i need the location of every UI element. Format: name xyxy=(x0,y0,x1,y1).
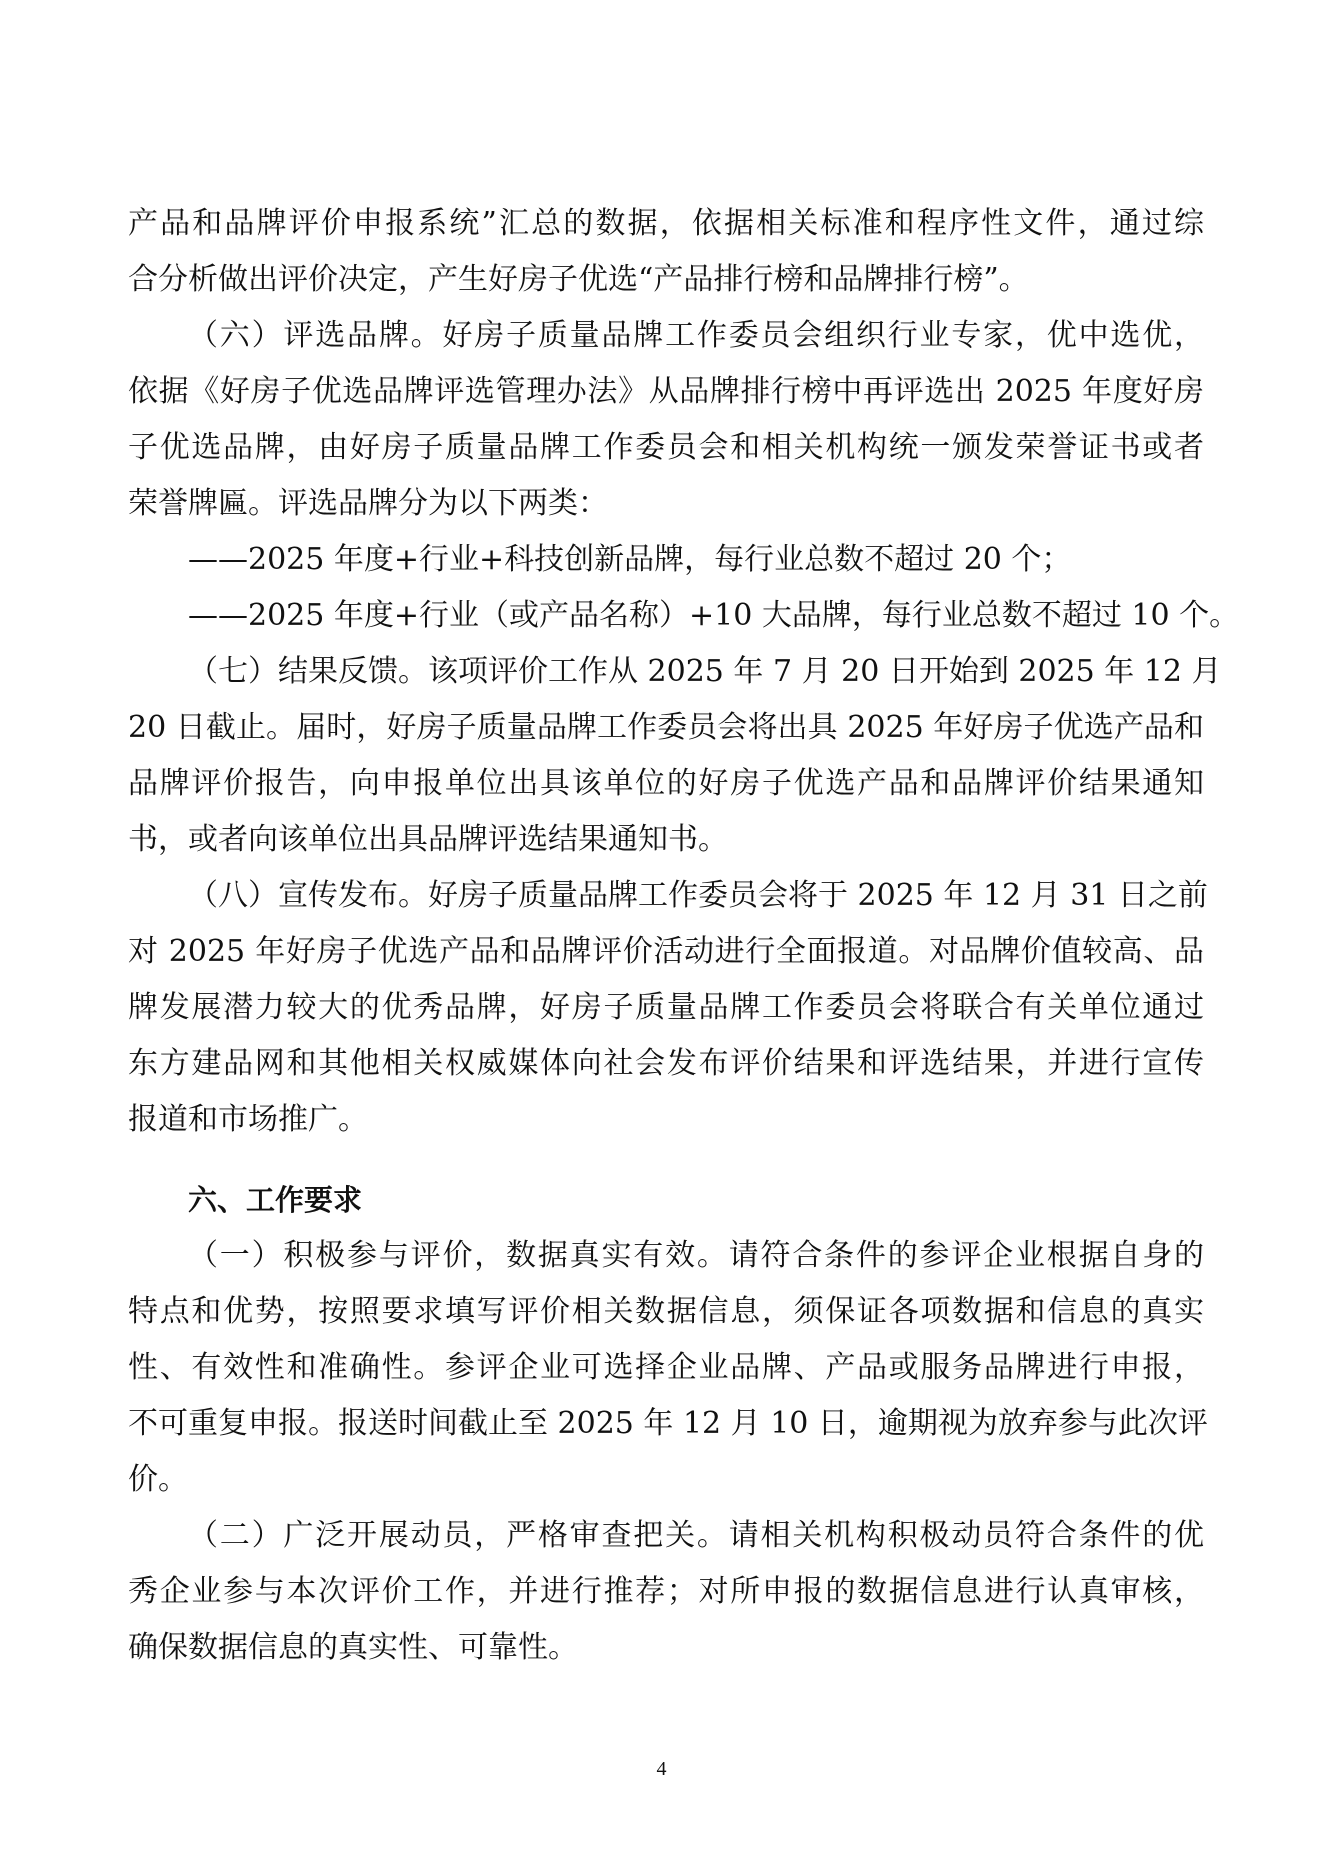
paragraph-line: 依据《好房子优选品牌评选管理办法》从品牌排行榜中再评选出 2025 年度好房 xyxy=(128,374,1204,409)
paragraph-line: （一）积极参与评价，数据真实有效。请符合条件的参评企业根据自身的 xyxy=(188,1238,1204,1273)
paragraph-line: 产品和品牌评价申报系统”汇总的数据，依据相关标准和程序性文件，通过综 xyxy=(128,206,1204,241)
paragraph-line: 荣誉牌匾。评选品牌分为以下两类： xyxy=(128,486,608,521)
paragraph-line: 价。 xyxy=(128,1462,188,1497)
paragraph-line: 特点和优势，按照要求填写评价相关数据信息，须保证各项数据和信息的真实 xyxy=(128,1294,1204,1329)
paragraph-line: 性、有效性和准确性。参评企业可选择企业品牌、产品或服务品牌进行申报， xyxy=(128,1350,1204,1385)
paragraph-line: 牌发展潜力较大的优秀品牌，好房子质量品牌工作委员会将联合有关单位通过 xyxy=(128,990,1204,1025)
paragraph-line: 合分析做出评价决定，产生好房子优选“产品排行榜和品牌排行榜”。 xyxy=(128,262,1029,297)
paragraph-line: 报道和市场推广。 xyxy=(128,1102,368,1137)
paragraph-line: 20 日截止。届时，好房子质量品牌工作委员会将出具 2025 年好房子优选产品和 xyxy=(128,710,1204,745)
paragraph-line: 书，或者向该单位出具品牌评选结果通知书。 xyxy=(128,822,728,857)
paragraph-line: 秀企业参与本次评价工作，并进行推荐；对所申报的数据信息进行认真审核， xyxy=(128,1574,1204,1609)
paragraph-line: 确保数据信息的真实性、可靠性。 xyxy=(128,1630,578,1665)
paragraph-line: 对 2025 年好房子优选产品和品牌评价活动进行全面报道。对品牌价值较高、品 xyxy=(128,934,1204,969)
paragraph-line: （七）结果反馈。该项评价工作从 2025 年 7 月 20 日开始到 2025 年 12 月 xyxy=(188,654,1222,689)
paragraph-line: 子优选品牌，由好房子质量品牌工作委员会和相关机构统一颁发荣誉证书或者 xyxy=(128,430,1204,465)
paragraph-line: 不可重复申报。报送时间截止至 2025 年 12 月 10 日，逾期视为放弃参与此次评 xyxy=(128,1406,1208,1441)
list-item: ——2025 年度+行业（或产品名称）+10 大品牌，每行业总数不超过 10 个。 xyxy=(188,598,1240,633)
section-heading: 六、工作要求 xyxy=(188,1183,363,1217)
page-number: 4 xyxy=(656,1758,667,1780)
section-gap xyxy=(128,1148,1204,1172)
paragraph-line: （二）广泛开展动员，严格审查把关。请相关机构积极动员符合条件的优 xyxy=(188,1518,1204,1553)
paragraph-line: （八）宣传发布。好房子质量品牌工作委员会将于 2025 年 12 月 31 日之前 xyxy=(188,878,1208,913)
document-body xyxy=(128,196,1240,1676)
list-item: ——2025 年度+行业+科技创新品牌，每行业总数不超过 20 个； xyxy=(188,542,1072,577)
paragraph-line: 东方建品网和其他相关权威媒体向社会发布评价结果和评选结果，并进行宣传 xyxy=(128,1046,1204,1081)
paragraph-line: （六）评选品牌。好房子质量品牌工作委员会组织行业专家，优中选优， xyxy=(188,318,1204,353)
paragraph-line: 品牌评价报告，向申报单位出具该单位的好房子优选产品和品牌评价结果通知 xyxy=(128,766,1204,801)
